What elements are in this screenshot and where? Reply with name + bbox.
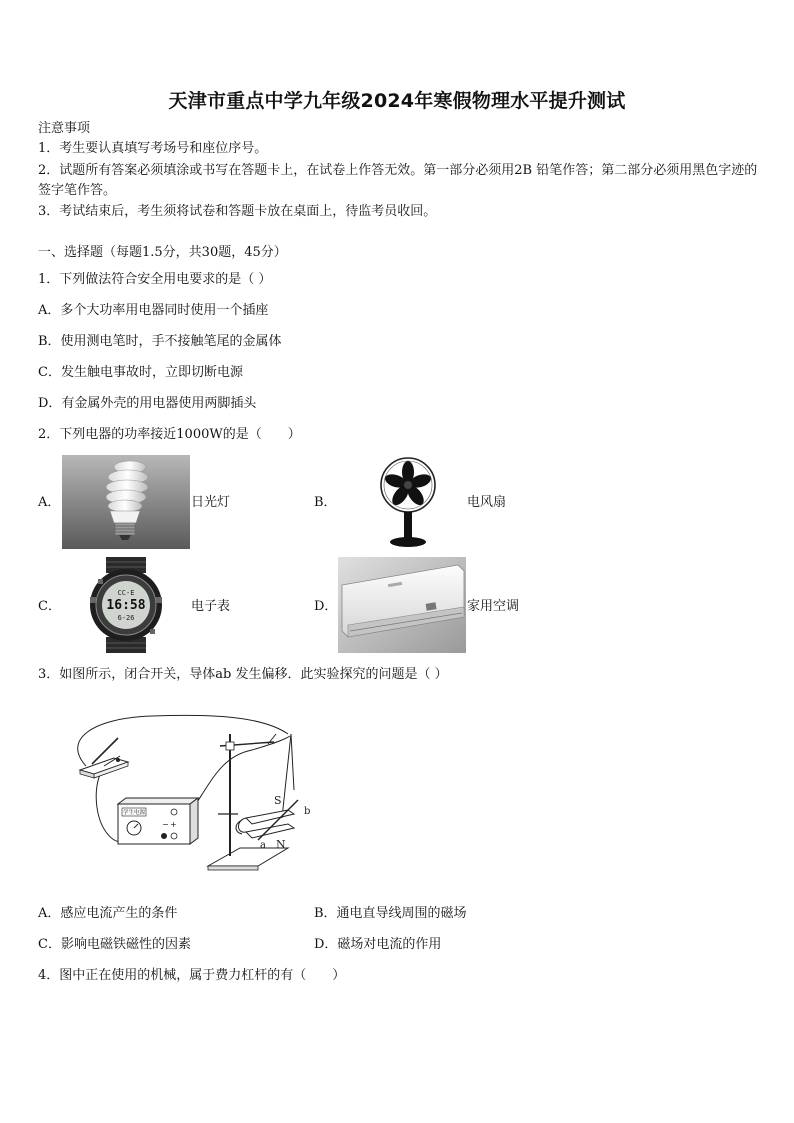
switch-icon [80,738,128,778]
notice-item-2: 2．试题所有答案必须填涂或书写在答题卡上，在试卷上作答无效。第一部分必须用2B 铅笔作答；第二部分必须用黑色字迹的签字笔作答。 [38,163,758,198]
conductor-end-a-label: a [260,840,266,851]
power-supply-label: 学生电源 [122,810,146,816]
q3-option-b: B．通电直导线周围的磁场 [314,906,467,921]
digital-watch-icon [62,557,190,653]
q2-option-c-label: 电子表 [191,599,231,614]
magnet-pole-s-label: S [274,794,282,807]
watch-display-bottom: 6-26 [117,614,135,622]
section-heading: 一、选择题（每题1.5分，共30题，45分） [38,245,287,260]
q3-option-c: C．影响电磁铁磁性的因素 [38,937,191,952]
question-4-stem: 4．图中正在使用的机械，属于费力杠杆的有（ ） [38,968,346,983]
u-magnet-icon [236,800,298,840]
q1-option-b: B．使用测电笔时，手不接触笔尾的金属体 [38,334,282,349]
question-1-stem: 1．下列做法符合安全用电要求的是（ ） [38,272,272,287]
q2-option-c-letter: C． [38,599,61,614]
q2-option-b-letter: B． [314,495,337,510]
q2-option-d-label: 家用空调 [467,599,520,614]
question-3-stem: 3．如图所示，闭合开关，导体ab 发生偏移．此实验探究的问题是（ ） [38,667,448,682]
q2-option-b-label: 电风扇 [467,495,507,510]
electric-fan-icon [364,455,464,549]
plus-sign: + [170,820,177,829]
air-conditioner-icon [338,557,466,653]
q1-option-c: C．发生触电事故时，立即切断电源 [38,365,243,380]
q1-option-a: A．多个大功率用电器同时使用一个插座 [38,303,269,318]
magnet-pole-n-label: N [276,838,286,851]
page-title: 天津市重点中学九年级2024年寒假物理水平提升测试 [168,90,626,112]
q2-option-a-label: 日光灯 [191,495,231,510]
electromagnetism-apparatus-diagram [62,700,332,876]
question-2-stem: 2．下列电器的功率接近1000W的是（ ） [38,427,301,442]
power-supply-icon [118,798,198,844]
q2-option-d-letter: D． [314,599,338,614]
watch-display-top: CC-E [117,589,135,597]
q2-option-a-letter: A． [38,495,61,510]
notice-item-3: 3．考试结束后，考生须将试卷和答题卡放在桌面上，待监考员收回。 [38,204,437,219]
q3-option-d: D．磁场对电流的作用 [314,937,442,952]
conductor-end-b-label: b [304,806,311,817]
q3-option-a: A．感应电流产生的条件 [38,906,178,921]
q1-option-d: D．有金属外壳的用电器使用两脚插头 [38,396,257,411]
fluorescent-bulb-icon [62,455,190,549]
minus-sign: − [162,820,169,829]
notice-heading: 注意事项 [38,121,91,136]
notice-item-1: 1．考生要认真填写考场号和座位序号。 [38,141,268,156]
watch-display-time: 16:58 [106,598,146,613]
